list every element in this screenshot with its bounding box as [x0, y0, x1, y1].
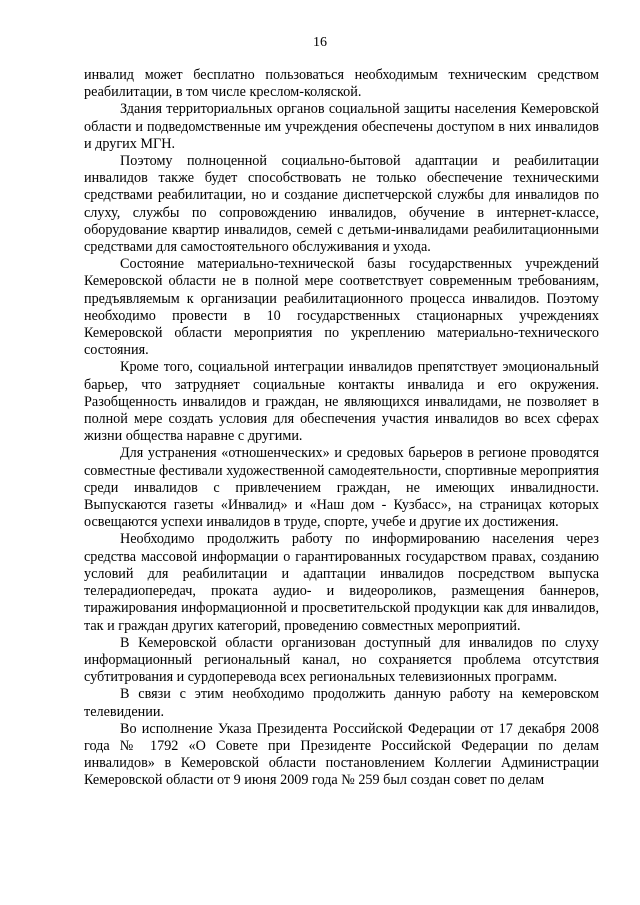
paragraph-9: В связи с этим необходимо продолжить данную работу на кемеровском телевидении.	[84, 686, 599, 720]
paragraph-7: Необходимо продолжить работу по информированию населения через средства массовой информации о гарантированных государством правах, созданию условий для реабилитации и адаптации инвалидов посредством выпуска телерадиопередач, проката аудио- и видеороликов, размещения баннеров, тиражирования информационной и просветительской продукции как для инвалидов, так и граждан других категорий, проведению совместных мероприятий.	[84, 531, 599, 634]
paragraph-4: Состояние материально-технической базы государственных учреждений Кемеровской области не в полной мере соответствует современным требованиям, предъявляемым к организации реабилитационного процесса инвалидов. Поэтому необходимо провести в 10 государственных стационарных учреждениях Кемеровской области мероприятия по укреплению материально-технического состояния.	[84, 256, 599, 359]
paragraph-2: Здания территориальных органов социальной защиты населения Кемеровской области и подведомственные им учреждения обеспечены доступом в них инвалидов и других МГН.	[84, 101, 599, 152]
paragraph-5: Кроме того, социальной интеграции инвалидов препятствует эмоциональный барьер, что затрудняет социальные контакты инвалида и его окружения. Разобщенность инвалидов и граждан, не являющихся инвалидами, не позволяет в полной мере создать условия для обеспечения участия инвалидов во всех сферах жизни общества наравне с другими.	[84, 359, 599, 445]
page-number: 16	[313, 35, 327, 50]
paragraph-1: инвалид может бесплатно пользоваться необходимым техническим средством реабилитации, в том числе креслом-коляской.	[84, 67, 599, 101]
page-body	[84, 67, 599, 790]
paragraph-8: В Кемеровской области организован доступный для инвалидов по слуху информационный региональный канал, но сохраняется проблема отсутствия субтитрования и сурдоперевода всех региональных телевизионных программ.	[84, 634, 599, 686]
paragraph-10: Во исполнение Указа Президента Российской Федерации от 17 декабря 2008 года № 1792 «О Совете при Президенте Российской Федерации по делам инвалидов» в Кемеровской области постановлением Коллегии Администрации Кемеровской области от 9 июня 2009 года № 259 был создан совет по делам	[84, 720, 599, 789]
paragraph-3: Поэтому полноценной социально-бытовой адаптации и реабилитации инвалидов также будет способствовать не только обеспечение техническими средствами реабилитации, но и создание диспетчерской службы для инвалидов по слуху, службы по сопровождению инвалидов, обучение в интернет-классе, оборудование квартир инвалидов, семей с детьми-инвалидами реабилитационными средствами для самостоятельного обслуживания и ухода.	[84, 153, 599, 256]
paragraph-6: Для устранения «отношенческих» и средовых барьеров в регионе проводятся совместные фестивали художественной самодеятельности, спортивные мероприятия среди инвалидов с привлечением граждан, не имеющих инвалидности. Выпускаются газеты «Инвалид» и «Наш дом - Кузбасс», на страницах которых освещаются успехи инвалидов в труде, спорте, учебе и другие их достижения.	[84, 445, 599, 531]
